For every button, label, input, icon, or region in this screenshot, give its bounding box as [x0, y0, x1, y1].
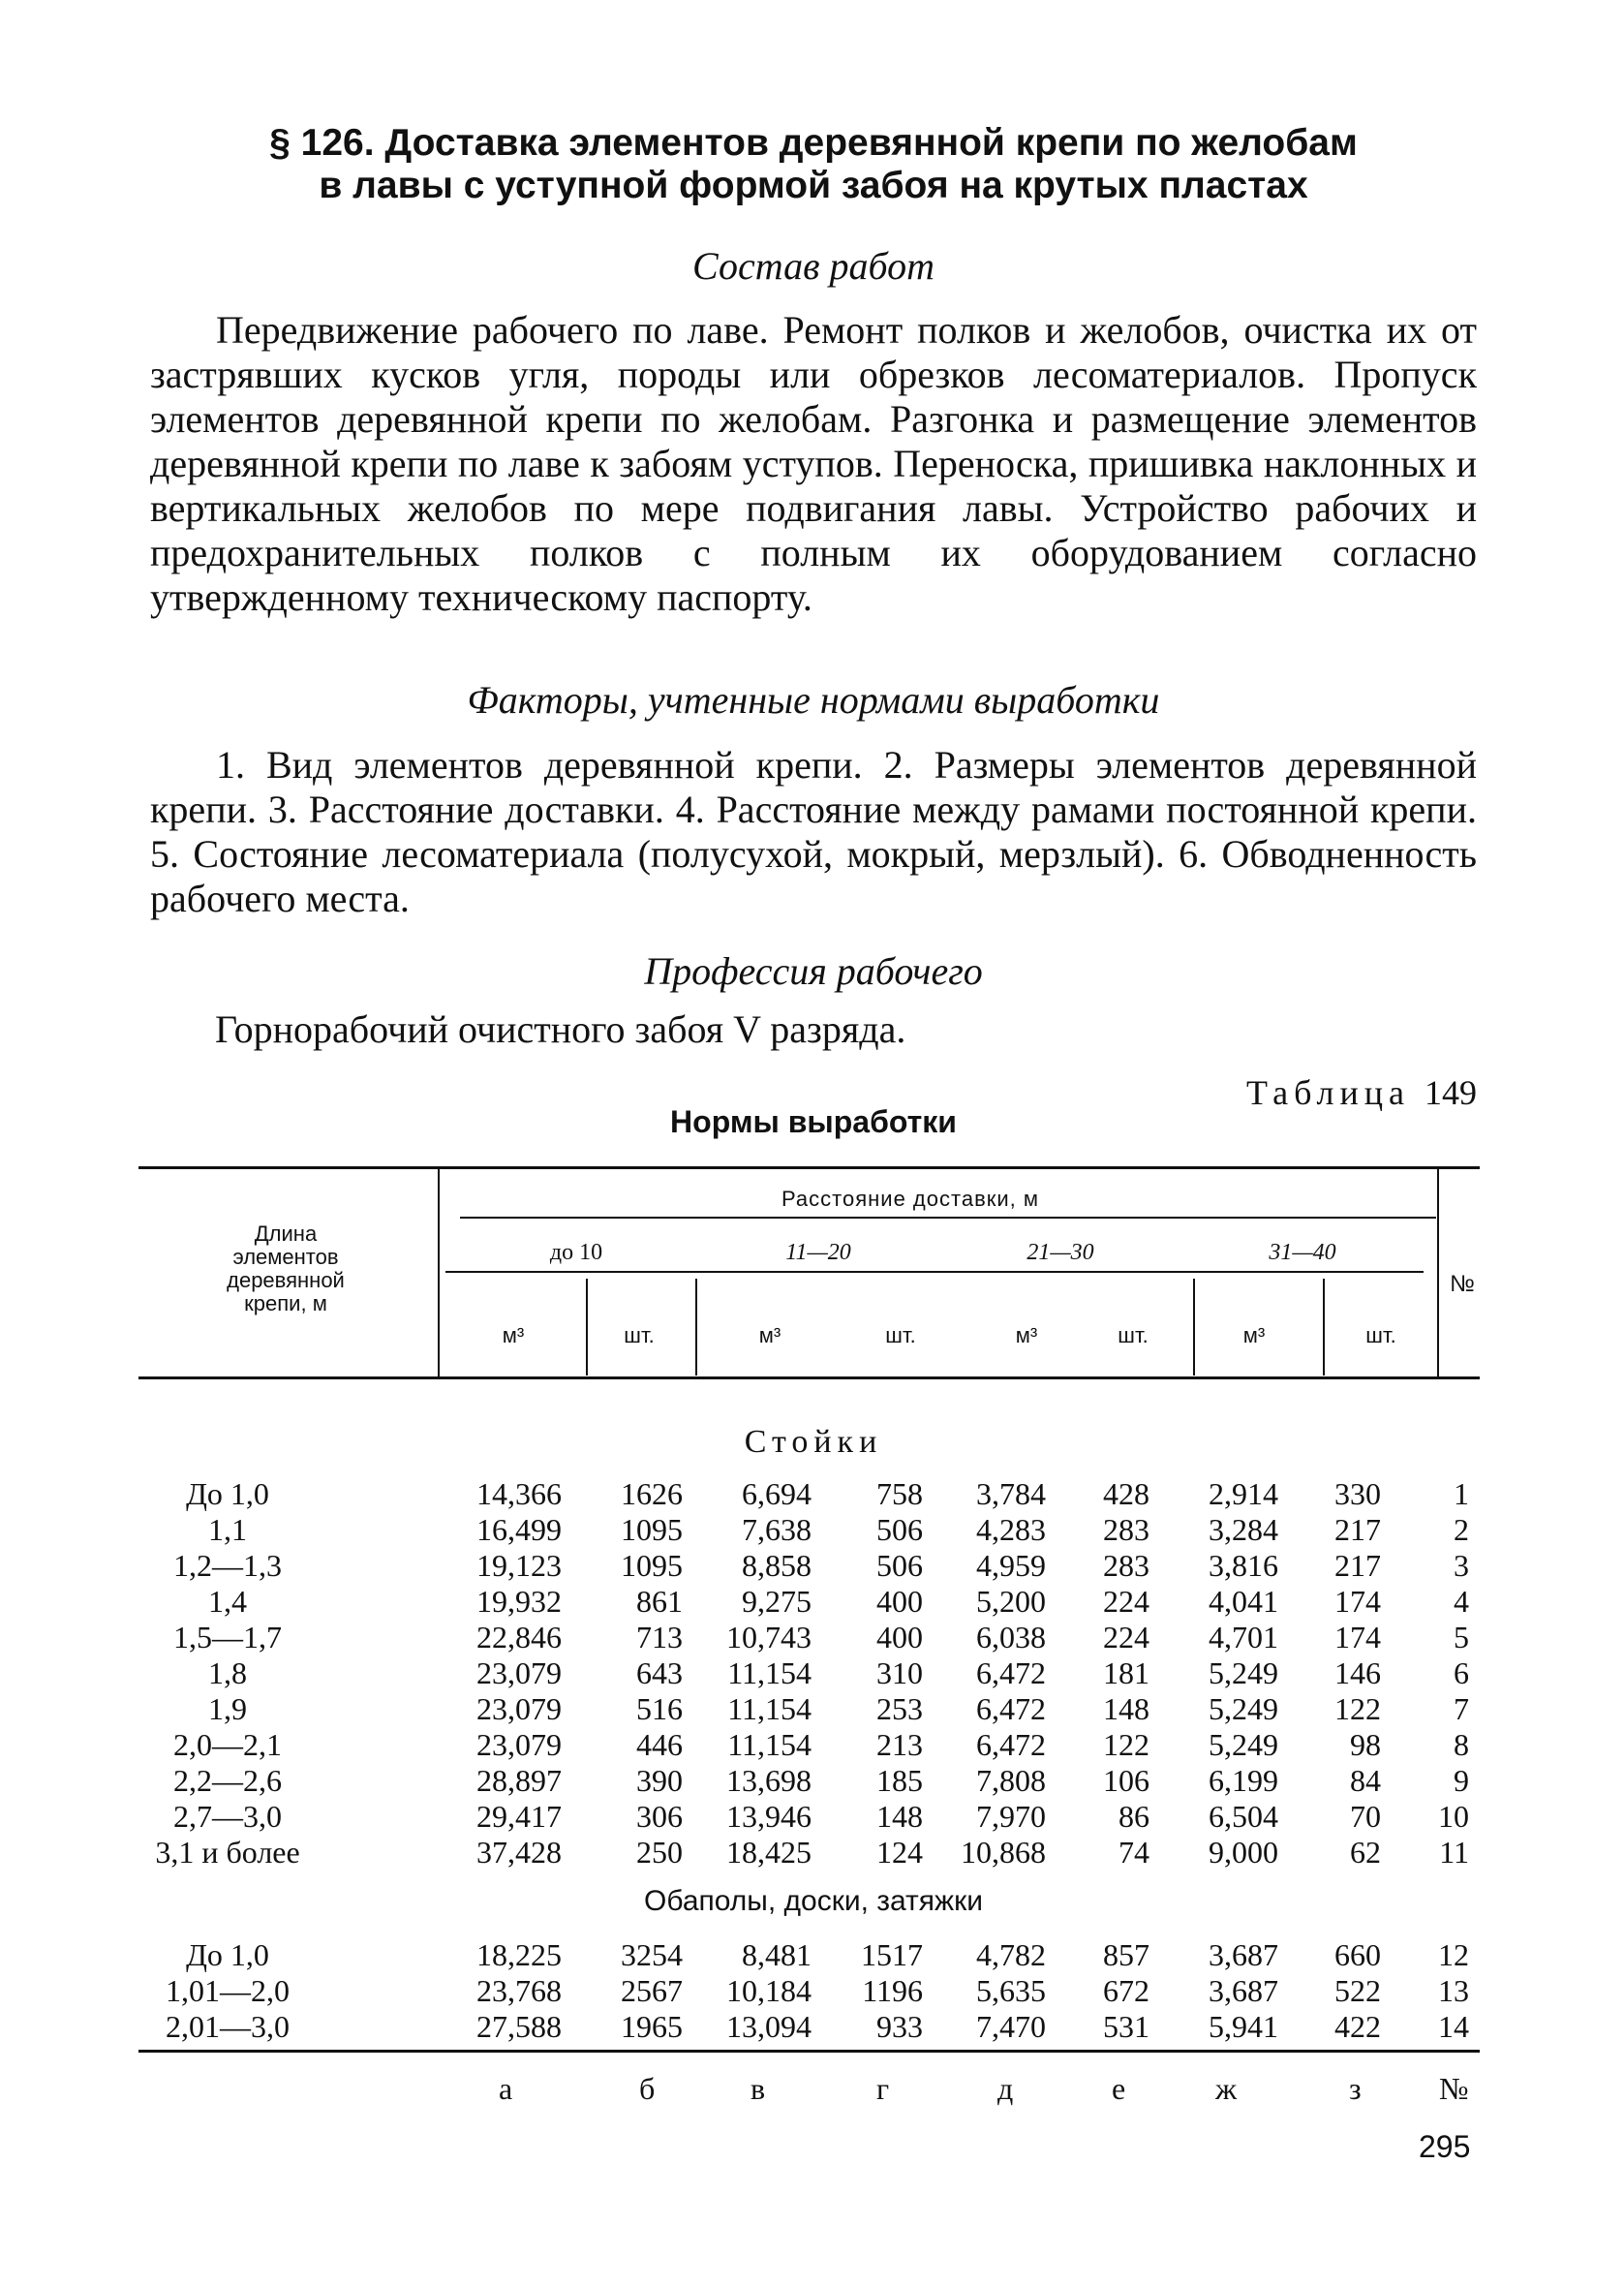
- cell-dist-40-m3: 5,941: [1209, 2009, 1278, 2044]
- cell-dist-30-pcs: 74: [1118, 1835, 1149, 1870]
- footer-letter: г: [876, 2071, 890, 2106]
- table-number: 149: [1425, 1073, 1477, 1112]
- cell-dist-20-pcs: 506: [876, 1548, 923, 1583]
- cell-dist-40-m3: 3,687: [1209, 1937, 1278, 1972]
- cell-dist-10-m3: 23,079: [476, 1655, 562, 1690]
- cell-dist-40-m3: 5,249: [1209, 1727, 1278, 1762]
- cell-dist-20-m3: 6,694: [742, 1476, 812, 1511]
- cell-dist-20-m3: 11,154: [727, 1727, 812, 1762]
- cell-dist-10-m3: 19,123: [476, 1548, 562, 1583]
- cell-dist-20-m3: 8,858: [742, 1548, 812, 1583]
- cell-dist-40-pcs: 84: [1350, 1763, 1381, 1798]
- cell-dist-30-pcs: 224: [1103, 1584, 1149, 1619]
- cell-dist-20-pcs: 400: [876, 1584, 923, 1619]
- cell-dist-30-pcs: 181: [1103, 1655, 1149, 1690]
- header-line: Длина: [254, 1221, 318, 1246]
- table-row: 1,5—1,7 22,846 713 10,743 400 6,038 224 4,701 174 5: [173, 1620, 1469, 1654]
- page-number: 295: [1419, 2129, 1471, 2164]
- cell-dist-20-m3: 11,154: [727, 1655, 812, 1690]
- cell-dist-10-pcs: 306: [636, 1799, 683, 1834]
- cell-dist-40-m3: 6,199: [1209, 1763, 1278, 1798]
- cell-dist-30-m3: 7,970: [976, 1799, 1046, 1834]
- cell-dist-30-pcs: 106: [1103, 1763, 1149, 1798]
- cell-dist-40-pcs: 422: [1334, 2009, 1381, 2044]
- table-title: Нормы выработки: [670, 1104, 957, 1139]
- cell-dist-40-pcs: 217: [1334, 1548, 1381, 1583]
- cell-dist-20-pcs: 933: [876, 2009, 923, 2044]
- cell-dist-10-m3: 23,079: [476, 1691, 562, 1726]
- cell-dist-20-pcs: 506: [876, 1512, 923, 1547]
- footer-letter: б: [639, 2071, 656, 2106]
- unit-header: м³: [758, 1323, 781, 1347]
- cell-dist-40-m3: 2,914: [1209, 1476, 1278, 1511]
- cell-dist-40-pcs: 146: [1334, 1655, 1381, 1690]
- table-row: До 1,0 18,225 3254 8,481 1517 4,782 857 3,687 660 12: [186, 1937, 1469, 1972]
- cell-dist-10-pcs: 861: [636, 1584, 683, 1619]
- table-row: До 1,0 14,366 1626 6,694 758 3,784 428 2,914 330 1: [186, 1476, 1469, 1511]
- length-column-header: [145, 1222, 426, 1315]
- footer-letter: д: [997, 2071, 1014, 2106]
- table-row: 1,8 23,079 643 11,154 310 6,472 181 5,249 146 6: [208, 1655, 1469, 1690]
- cell-dist-10-pcs: 1965: [621, 2009, 683, 2044]
- cell-dist-30-m3: 6,472: [976, 1691, 1046, 1726]
- cell-dist-10-pcs: 390: [636, 1763, 683, 1798]
- number-column-header: №: [1450, 1271, 1475, 1297]
- cell-dist-10-m3: 16,499: [476, 1512, 562, 1547]
- cell-dist-20-m3: 13,094: [726, 2009, 812, 2044]
- cell-dist-20-pcs: 148: [876, 1799, 923, 1834]
- footer-letter: а: [499, 2071, 513, 2106]
- table-row: 1,01—2,0 23,768 2567 10,184 1196 5,635 672 3,687 522 13: [166, 1973, 1469, 2008]
- unit-header: шт.: [624, 1323, 655, 1347]
- cell-dist-10-m3: 14,366: [476, 1476, 562, 1511]
- cell-dist-30-m3: 4,782: [976, 1937, 1046, 1972]
- cell-row-number: 12: [1438, 1937, 1469, 1972]
- cell-dist-30-m3: 4,283: [976, 1512, 1046, 1547]
- profession-heading: Профессия рабочего: [644, 949, 983, 993]
- cell-dist-40-pcs: 660: [1334, 1937, 1381, 1972]
- cell-dist-10-m3: 19,932: [476, 1584, 562, 1619]
- cell-dist-30-m3: 5,635: [976, 1973, 1046, 2008]
- cell-dist-40-m3: 3,284: [1209, 1512, 1278, 1547]
- table-row: 1,2—1,3 19,123 1095 8,858 506 4,959 283 3,816 217 3: [173, 1548, 1469, 1583]
- cell-dist-10-m3: 18,225: [476, 1937, 562, 1972]
- cell-dist-40-pcs: 174: [1334, 1584, 1381, 1619]
- header-line: крепи, м: [244, 1291, 327, 1315]
- header-bottom-rule: [138, 1376, 1480, 1379]
- header-divider: [438, 1168, 440, 1376]
- section-title-line-1: § 126. Доставка элементов деревянной крепи по желобам: [269, 122, 1358, 164]
- factors-heading: Факторы, учтенные нормами выработки: [467, 678, 1160, 722]
- cell-row-number: 10: [1438, 1799, 1469, 1834]
- cell-dist-10-m3: 27,588: [476, 2009, 562, 2044]
- cell-dist-20-pcs: 124: [876, 1835, 923, 1870]
- cell-dist-40-m3: 5,249: [1209, 1655, 1278, 1690]
- cell-dist-30-m3: 7,470: [976, 2009, 1046, 2044]
- cell-row-number: 5: [1454, 1620, 1469, 1654]
- cell-dist-20-pcs: 758: [876, 1476, 923, 1511]
- cell-dist-20-pcs: 400: [876, 1620, 923, 1654]
- cell-dist-10-pcs: 713: [636, 1620, 683, 1654]
- cell-dist-20-m3: 8,481: [742, 1937, 812, 1972]
- cell-dist-10-pcs: 643: [636, 1655, 683, 1690]
- cell-dist-30-pcs: 86: [1118, 1799, 1149, 1834]
- cell-row-number: 3: [1454, 1548, 1469, 1583]
- cell-dist-20-pcs: 1517: [861, 1937, 923, 1972]
- cell-dist-20-m3: 13,698: [726, 1763, 812, 1798]
- footer-letter: е: [1112, 2071, 1126, 2106]
- cell-row-number: 13: [1438, 1973, 1469, 2008]
- cell-dist-40-m3: 5,249: [1209, 1691, 1278, 1726]
- cell-row-number: 4: [1454, 1584, 1469, 1619]
- cell-dist-40-m3: 3,687: [1209, 1973, 1278, 2008]
- header-divider: [1437, 1168, 1439, 1376]
- header-divider: [1323, 1279, 1325, 1376]
- cell-row-number: 2: [1454, 1512, 1469, 1547]
- cell-dist-20-pcs: 213: [876, 1727, 923, 1762]
- cell-dist-40-pcs: 174: [1334, 1620, 1381, 1654]
- header-divider: [695, 1279, 697, 1376]
- group-title: Обаполы, доски, затяжки: [644, 1885, 983, 1917]
- footer-letter: ж: [1215, 2071, 1238, 2106]
- cell-dist-20-m3: 9,275: [742, 1584, 812, 1619]
- table-row: 2,2—2,6 28,897 390 13,698 185 7,808 106 6,199 84 9: [173, 1763, 1469, 1798]
- cell-dist-30-pcs: 672: [1103, 1973, 1149, 2008]
- cell-dist-10-m3: 23,079: [476, 1727, 562, 1762]
- cell-dist-40-pcs: 217: [1334, 1512, 1381, 1547]
- header-divider: [586, 1279, 588, 1376]
- cell-dist-10-pcs: 1626: [621, 1476, 683, 1511]
- header-line: элементов: [232, 1245, 339, 1269]
- cell-dist-30-m3: 4,959: [976, 1548, 1046, 1583]
- unit-header: шт.: [1365, 1323, 1396, 1347]
- section-title: [145, 122, 1482, 207]
- cell-row-number: 14: [1438, 2009, 1469, 2044]
- cell-dist-30-pcs: 224: [1103, 1620, 1149, 1654]
- cell-dist-20-m3: 11,154: [727, 1691, 812, 1726]
- header-line: деревянной: [227, 1268, 345, 1292]
- cell-dist-30-pcs: 531: [1103, 2009, 1149, 2044]
- cell-row-number: 7: [1454, 1691, 1469, 1726]
- cell-dist-40-m3: 9,000: [1209, 1835, 1278, 1870]
- cell-dist-30-m3: 6,038: [976, 1620, 1046, 1654]
- cell-dist-40-pcs: 330: [1334, 1476, 1381, 1511]
- cell-dist-10-pcs: 250: [636, 1835, 683, 1870]
- table-top-rule: [138, 1166, 1480, 1169]
- cell-dist-40-pcs: 98: [1350, 1727, 1381, 1762]
- cell-dist-10-pcs: 516: [636, 1691, 683, 1726]
- cell-row-number: 8: [1454, 1727, 1469, 1762]
- cell-dist-40-pcs: 122: [1334, 1691, 1381, 1726]
- cell-dist-40-pcs: 522: [1334, 1973, 1381, 2008]
- table-label-word: Таблица: [1246, 1073, 1410, 1112]
- cell-dist-20-pcs: 1196: [862, 1973, 923, 2008]
- unit-header: шт.: [1118, 1323, 1149, 1347]
- cell-row-number: 1: [1454, 1476, 1469, 1511]
- header-rule: [460, 1217, 1436, 1219]
- cell-dist-30-m3: 10,868: [961, 1835, 1046, 1870]
- cell-dist-30-m3: 6,472: [976, 1655, 1046, 1690]
- cell-dist-30-m3: 6,472: [976, 1727, 1046, 1762]
- cell-dist-10-pcs: 446: [636, 1727, 683, 1762]
- table-row: 3,1 и более 37,428 250 18,425 124 10,868 74 9,000 62 11: [155, 1835, 1469, 1870]
- cell-dist-30-m3: 7,808: [976, 1763, 1046, 1798]
- range-header: 31—40: [1269, 1240, 1336, 1265]
- table-row: 2,01—3,0 27,588 1965 13,094 933 7,470 531 5,941 422 14: [166, 2009, 1469, 2044]
- cell-dist-10-pcs: 1095: [621, 1548, 683, 1583]
- cell-dist-30-pcs: 148: [1103, 1691, 1149, 1726]
- section-title-line-2: в лавы с уступной формой забоя на крутых пластах: [319, 165, 1308, 206]
- composition-heading: Состав работ: [692, 244, 935, 288]
- range-header: до 10: [549, 1240, 603, 1265]
- footer-letter: №: [1439, 2071, 1469, 2106]
- table-row: 2,7—3,0 29,417 306 13,946 148 7,970 86 6,504 70 10: [173, 1799, 1469, 1834]
- factors-text: 1. Вид элементов деревянной крепи. 2. Размеры элементов деревянной крепи. 3. Расстояние доставки. 4. Расстояние между рамами постоянной крепи. 5. Состояние лесоматериала (полусухой, мокрый, мерзлый). 6. Обводненность рабочего места.: [150, 743, 1477, 920]
- cell-dist-40-m3: 6,504: [1209, 1799, 1278, 1834]
- cell-dist-40-pcs: 70: [1350, 1799, 1381, 1834]
- range-header: 11—20: [785, 1240, 851, 1265]
- unit-header: м³: [1015, 1323, 1038, 1347]
- cell-dist-30-pcs: 857: [1103, 1937, 1149, 1972]
- cell-dist-20-m3: 13,946: [726, 1799, 812, 1834]
- cell-dist-10-m3: 22,846: [476, 1620, 562, 1654]
- cell-dist-10-pcs: 2567: [621, 1973, 683, 2008]
- table-bottom-rule: [138, 2050, 1480, 2053]
- cell-dist-10-m3: 29,417: [476, 1799, 562, 1834]
- cell-dist-10-pcs: 1095: [621, 1512, 683, 1547]
- cell-dist-20-m3: 18,425: [726, 1835, 812, 1870]
- table-row: 1,4 19,932 861 9,275 400 5,200 224 4,041 174 4: [208, 1584, 1469, 1619]
- cell-dist-30-m3: 3,784: [976, 1476, 1046, 1511]
- cell-dist-40-m3: 4,701: [1209, 1620, 1278, 1654]
- cell-dist-20-m3: 7,638: [742, 1512, 812, 1547]
- cell-dist-40-m3: 3,816: [1209, 1548, 1278, 1583]
- cell-dist-10-m3: 37,428: [476, 1835, 562, 1870]
- footer-letter: з: [1349, 2071, 1362, 2106]
- cell-dist-40-pcs: 62: [1350, 1835, 1381, 1870]
- cell-dist-40-m3: 4,041: [1209, 1584, 1278, 1619]
- cell-dist-20-pcs: 310: [876, 1655, 923, 1690]
- unit-header: м³: [1242, 1323, 1266, 1347]
- composition-text: Передвижение рабочего по лаве. Ремонт полков и желобов, очистка их от застрявших кусков угля, породы или обрезков лесоматериалов. Пропуск элементов деревянной крепи по желобам. Разгонка и размещение элементов деревянной крепи по лаве к забоям уступов. Переноска, пришивка наклонных и вертикальных желобов по мере подвигания лавы. Устройство рабочих и предохранительных полков с полным их оборудованием согласно утвержденному техническому паспорту.: [150, 308, 1477, 619]
- cell-dist-20-m3: 10,184: [726, 1973, 812, 2008]
- footer-letter: в: [751, 2071, 766, 2106]
- table-row: 1,9 23,079 516 11,154 253 6,472 148 5,249 122 7: [208, 1691, 1469, 1726]
- profession-text: Горнорабочий очистного забоя V разряда.: [215, 1007, 906, 1051]
- cell-dist-30-pcs: 283: [1103, 1548, 1149, 1583]
- table-row: 1,1 16,499 1095 7,638 506 4,283 283 3,284 217 2: [208, 1512, 1469, 1547]
- cell-row-number: 6: [1454, 1655, 1469, 1690]
- header-rule: [445, 1271, 1424, 1273]
- header-divider: [1193, 1279, 1195, 1376]
- table-row: 2,0—2,1 23,079 446 11,154 213 6,472 122 5,249 98 8: [173, 1727, 1469, 1762]
- cell-dist-10-m3: 23,768: [476, 1973, 562, 2008]
- distance-header: Расстояние доставки, м: [781, 1187, 1040, 1211]
- cell-dist-30-pcs: 428: [1103, 1476, 1149, 1511]
- unit-header: шт.: [885, 1323, 916, 1347]
- cell-dist-20-pcs: 253: [876, 1691, 923, 1726]
- cell-dist-10-m3: 28,897: [476, 1763, 562, 1798]
- cell-dist-20-m3: 10,743: [726, 1620, 812, 1654]
- group-title: Стойки: [744, 1424, 883, 1460]
- range-header: 21—30: [1026, 1240, 1094, 1265]
- cell-dist-10-pcs: 3254: [621, 1937, 683, 1972]
- cell-row-number: 11: [1439, 1835, 1469, 1870]
- cell-row-number: 9: [1454, 1763, 1469, 1798]
- cell-dist-30-pcs: 283: [1103, 1512, 1149, 1547]
- cell-dist-30-pcs: 122: [1103, 1727, 1149, 1762]
- cell-dist-30-m3: 5,200: [976, 1584, 1046, 1619]
- cell-dist-20-pcs: 185: [876, 1763, 923, 1798]
- unit-header: м³: [502, 1323, 525, 1347]
